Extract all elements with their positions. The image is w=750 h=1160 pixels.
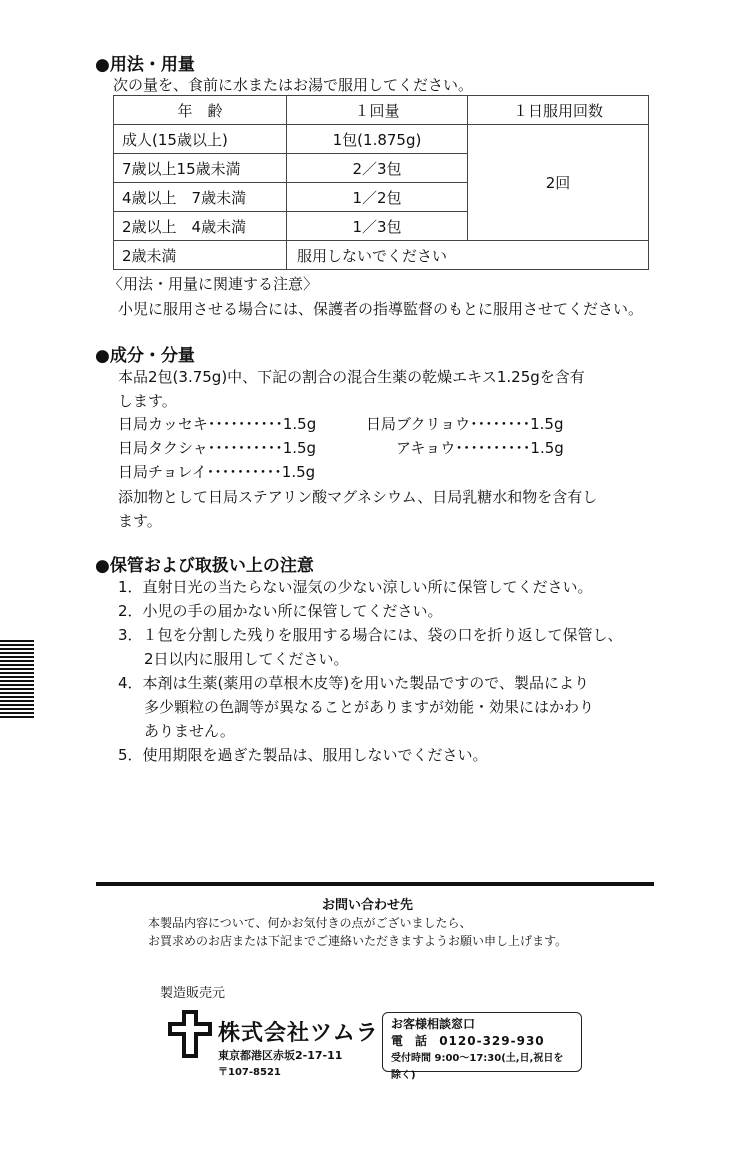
- section-divider: [96, 882, 654, 886]
- dosage-table: [113, 95, 649, 270]
- row-age: 成人(15歳以上): [114, 125, 287, 154]
- list-item: 多少顆粒の色調等が異なることがありますが効能・効果にはかわり: [144, 698, 595, 716]
- table-row: [114, 241, 649, 270]
- inquiry-line2: お買求めのお店または下記までご連絡いただきますようお願い申し上げます。: [148, 934, 568, 948]
- list-item: 1．直射日光の当たらない湿気の少ない涼しい所に保管してください。: [118, 578, 593, 596]
- usage-intro: 次の量を、食前に水またはお湯で服用してください。: [113, 76, 474, 94]
- daily-times-cell: 2回: [468, 125, 649, 241]
- inquiry-heading: お問い合わせ先: [322, 898, 414, 913]
- additives-line1: 添加物として日局ステアリン酸マグネシウム、日局乳糖水和物を含有し: [118, 488, 598, 506]
- list-item: ありません。: [144, 722, 235, 740]
- manufacturer-label: 製造販売元: [160, 986, 226, 1001]
- header-daily-times: １日服用回数: [468, 96, 649, 125]
- contact-phone-row: [391, 1033, 573, 1050]
- header-age: 年 齢: [114, 96, 287, 125]
- herb-chorei: 日局チョレイ･･････････1.5g: [118, 463, 316, 481]
- storage-heading: ●保管および取扱い上の注意: [95, 556, 314, 576]
- row-age: 7歳以上15歳未満: [114, 154, 287, 183]
- table-row: [114, 125, 649, 154]
- company-name: 株式会社ツムラ: [218, 1021, 379, 1046]
- herb-kasseki: 日局カッセキ･･････････1.5g: [118, 415, 317, 433]
- table-header-row: [114, 96, 649, 125]
- additives-line2: ます。: [118, 512, 162, 530]
- contact-hours-row: [391, 1050, 573, 1084]
- row-age: 4歳以上 7歳未満: [114, 183, 287, 212]
- list-item: 5．使用期限を過ぎた製品は、服用しないでください。: [118, 746, 488, 764]
- hours-label: 受付時間: [391, 1053, 431, 1064]
- row-dose: 服用しないでください: [287, 241, 649, 270]
- company-postal: 〒107-8521: [218, 1067, 281, 1078]
- list-item: 4．本剤は生薬(薬用の草根木皮等)を用いた製品ですので、製品により: [118, 674, 589, 692]
- contact-title: お客様相談窓口: [391, 1017, 476, 1031]
- herb-takusha: 日局タクシャ･･････････1.5g: [118, 439, 317, 457]
- row-dose: 1／2包: [287, 183, 468, 212]
- herb-akyo: アキョウ･･････････1.5g: [396, 439, 564, 457]
- list-item: 2日以内に服用してください。: [144, 650, 349, 668]
- list-item: 2．小児の手の届かない所に保管してください。: [118, 602, 443, 620]
- list-item: 3．１包を分割した残りを服用する場合には、袋の口を折り返して保管し、: [118, 626, 623, 644]
- row-dose: 1／3包: [287, 212, 468, 241]
- row-dose: 2／3包: [287, 154, 468, 183]
- usage-note-heading: 〈用法・用量に関連する注意〉: [108, 275, 319, 293]
- company-address: 東京都港区赤坂2-17-11: [218, 1049, 343, 1062]
- ingredients-heading: ●成分・分量: [95, 346, 195, 366]
- usage-note-text: 小児に服用させる場合には、保護者の指導監督のもとに服用させてください。: [118, 300, 644, 318]
- tsumura-logo-icon: [168, 1010, 212, 1058]
- barcode-graphic: [0, 640, 34, 720]
- hours-value: 9:00～17:30(土,日,祝日を除く): [391, 1053, 564, 1081]
- row-age: 2歳未満: [114, 241, 287, 270]
- ingredients-line1: 本品2包(3.75g)中、下記の割合の混合生薬の乾燥エキス1.25gを含有: [118, 368, 585, 386]
- ingredients-line2: します。: [118, 392, 177, 410]
- usage-heading: ●用法・用量: [95, 55, 195, 75]
- row-age: 2歳以上 4歳未満: [114, 212, 287, 241]
- row-dose: 1包(1.875g): [287, 125, 468, 154]
- customer-contact-box: [382, 1012, 582, 1081]
- phone-label: 電 話: [391, 1034, 428, 1048]
- herb-bukuryo: 日局ブクリョウ････････1.5g: [366, 415, 564, 433]
- inquiry-line1: 本製品内容について、何かお気付きの点がございましたら、: [148, 916, 472, 930]
- phone-number[interactable]: 0120-329-930: [439, 1034, 545, 1048]
- header-dose: １回量: [287, 96, 468, 125]
